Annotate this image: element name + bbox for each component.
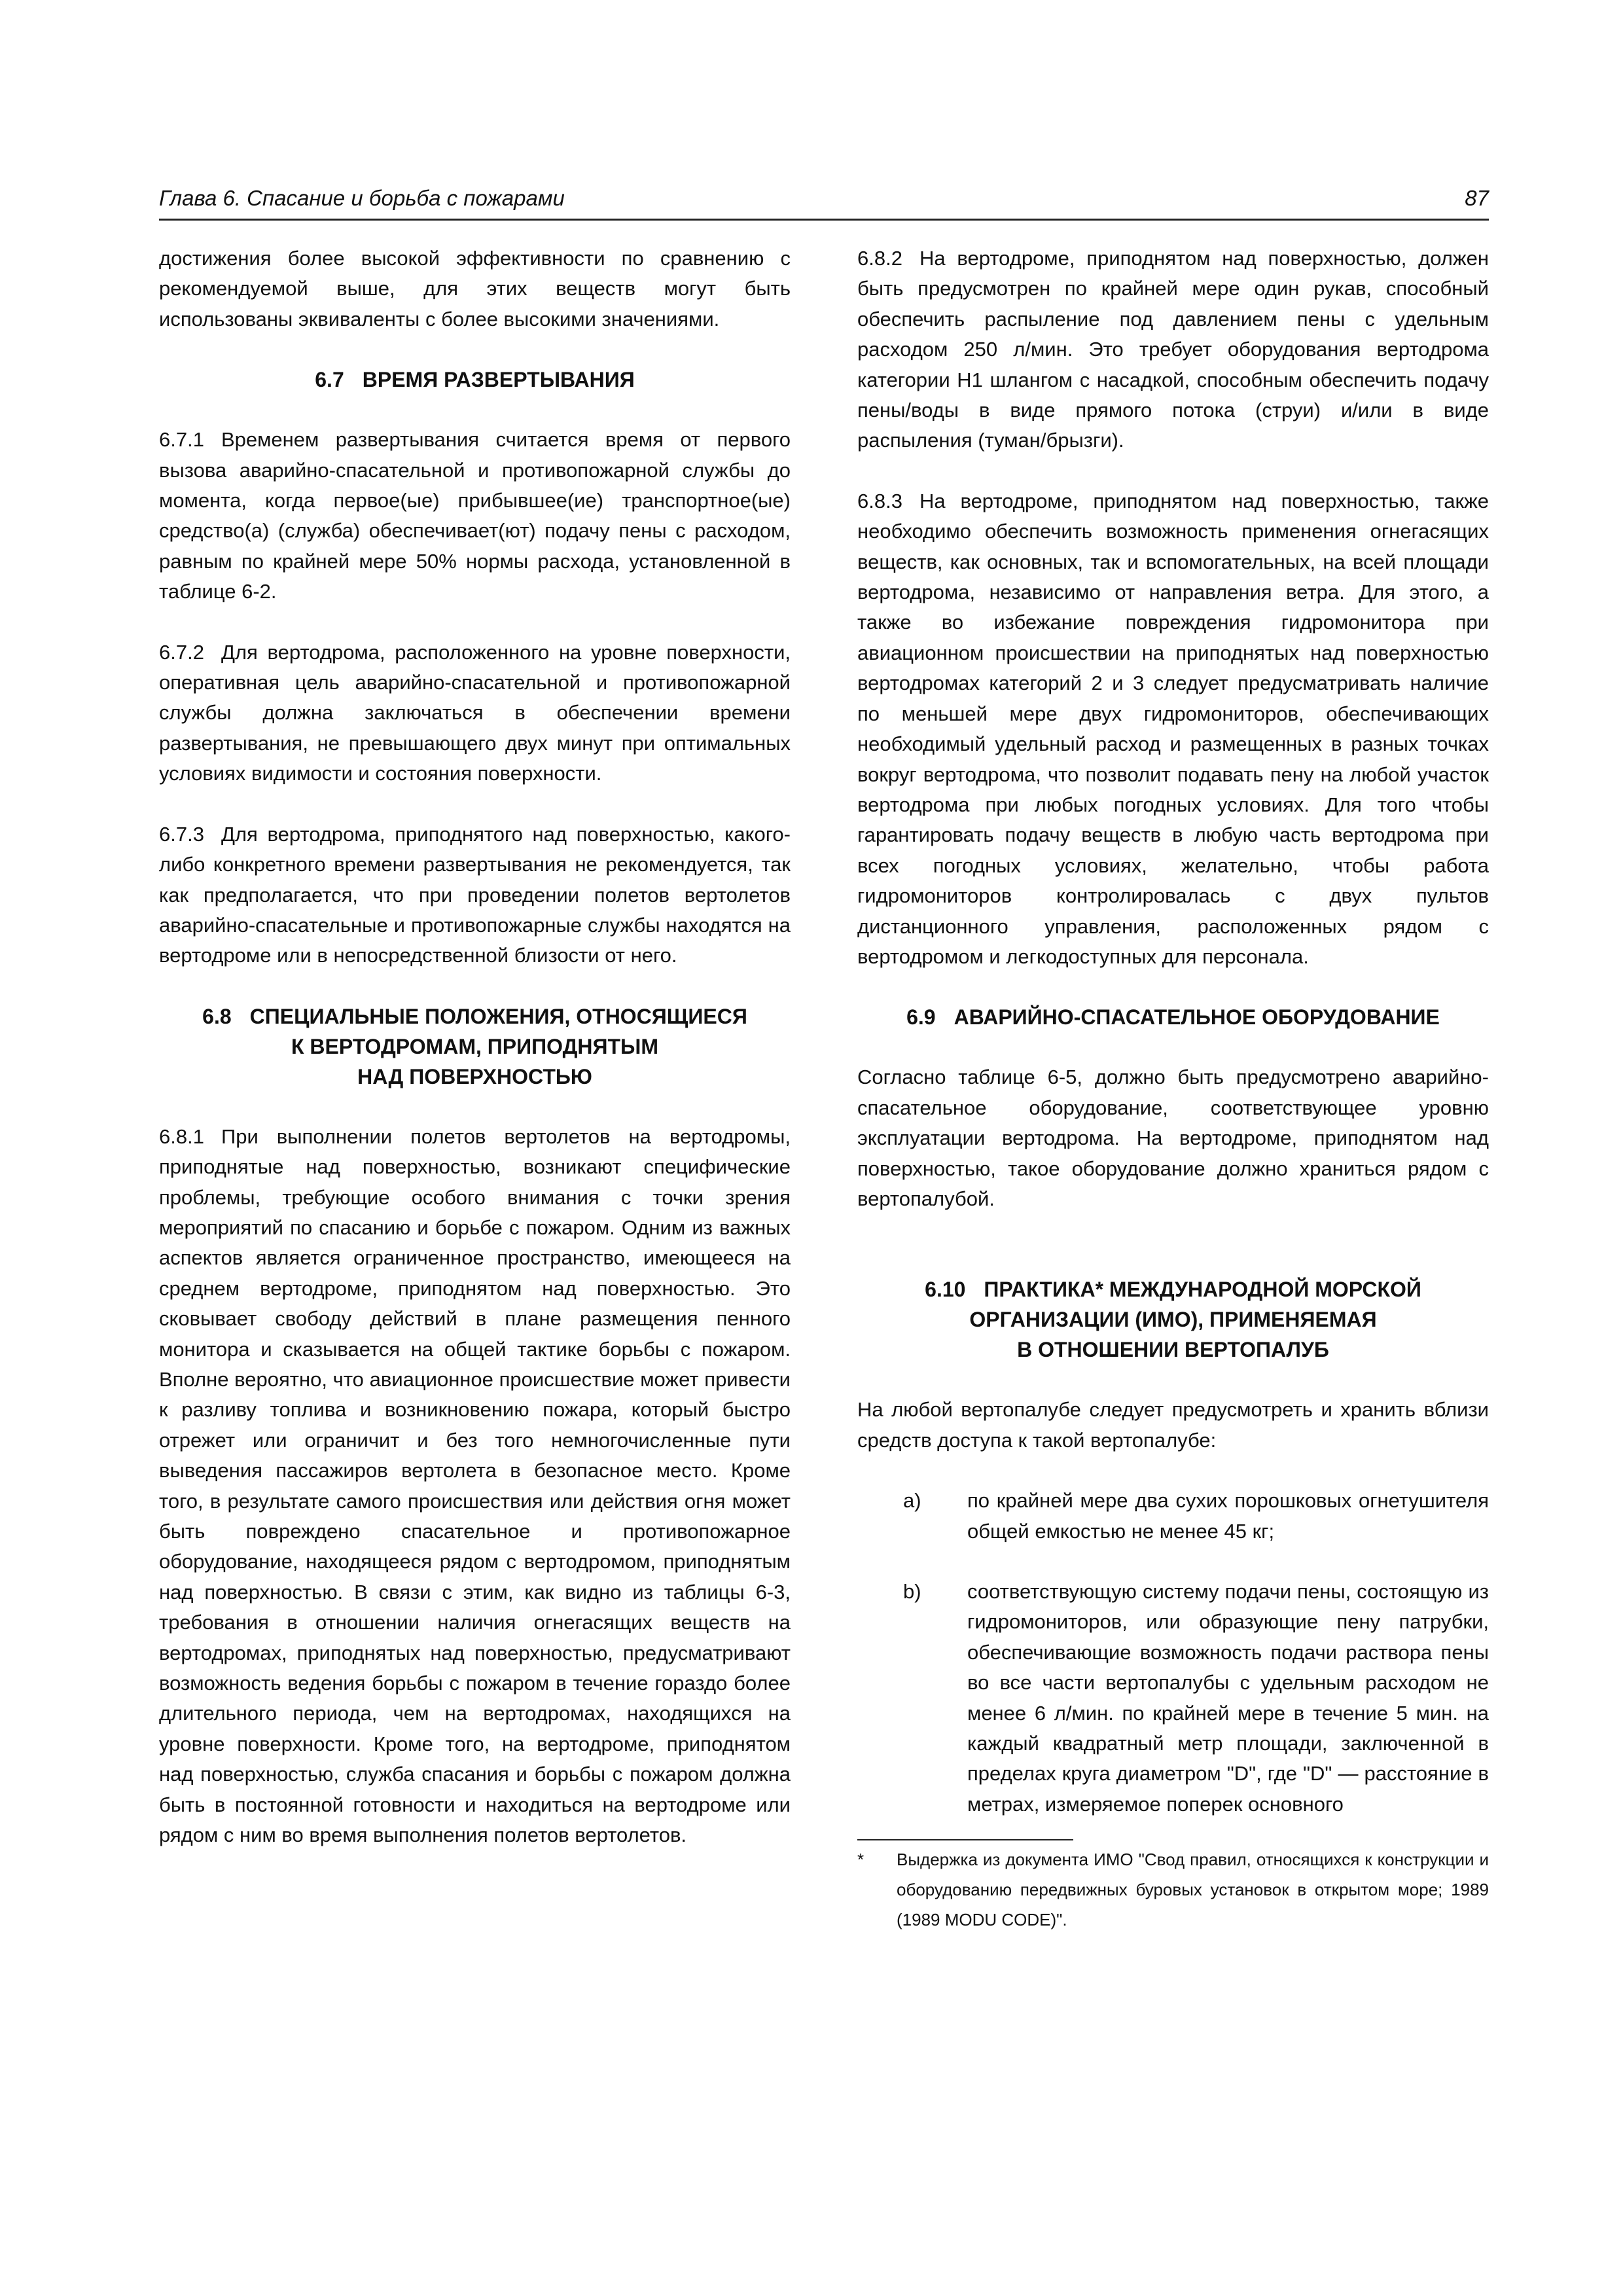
footnote-divider xyxy=(857,1839,1073,1840)
clause-text: На вертодроме, приподнятом над поверхностью, должен быть предусмотрен по крайней мере один рукав, способный обеспечить распыление под давлением пены с удельным расходом 250 л/мин. Это требует оборудования вертодрома категории H1 шлангом с насадкой, способным обеспечить подачу пены/воды в виде прямого потока (струи) и/или в виде распыления (туман/брызги). xyxy=(857,247,1489,452)
footnote-text: Выдержка из документа ИМО "Свод правил, относящихся к конструкции и оборудованию передвижных буровых установок в открытом море; 1989 (1989 MODU CODE)". xyxy=(897,1850,1489,1930)
section-title-line-2: К ВЕРТОДРОМАМ, ПРИПОДНЯТЫМ xyxy=(291,1034,659,1058)
clause-number: 6.7.3 xyxy=(159,822,204,846)
footnote-mark: * xyxy=(857,1850,865,1870)
list-item-label: b) xyxy=(903,1580,921,1603)
clause-text: На вертодроме, приподнятом над поверхностью, также необходимо обеспечить возможность применения огнегасящих веществ, как основных, так и вспомогательных, на всей площади вертодрома, независимо от направления ветра. Для этого, а также во избежание повреждения гидромонитора при авиационном происшествии на приподнятых над поверхностью вертодромах категорий 2 и 3 следует предусматривать наличие по меньшей мере двух гидромониторов, обеспечивающих необходимый удельный расход и размещенных в разных точках вокруг вертодрома, что позволит подавать пену на любой участок вертодрома при любых погодных условиях. Для того чтобы гарантировать подачу веществ в любую часть вертодрома при всех погодных условиях, желательно, чтобы работа гидромониторов контролировалась с двух пультов дистанционного управления, расположенных рядом с вертодромом и легкодоступных для персонала. xyxy=(857,489,1489,968)
section-number: 6.9 xyxy=(906,1005,936,1030)
chapter-title: Глава 6. Спасание и борьба с пожарами xyxy=(159,186,565,210)
paragraph-6-9: Согласно таблице 6-5, должно быть предусмотрено аварийно-спасательное оборудование, соответствующее уровню эксплуатации вертодрома. На вертодроме, приподнятом над поверхностью, такое оборудование должно храниться рядом с вертопалубой. xyxy=(857,1066,1489,1210)
intro-paragraph: достижения более высокой эффективности по сравнению с рекомендуемой выше, для этих веществ могут быть использованы эквиваленты с более высокими значениями. xyxy=(159,247,791,331)
list-item-text: соответствующую систему подачи пены, состоящую из гидромониторов, или образующие пену патрубки, обеспечивающие возможность подачи раствора пены во все части вертопалубы с удельным расходом не менее 6 л/мин. по крайней мере в течение 5 мин. на каждый квадратный метр площади, заключенной в пределах круга диаметром "D", где "D" — расстояние в метрах, измеряемое поперек основного xyxy=(967,1580,1489,1816)
section-title-line-3: НАД ПОВЕРХНОСТЬЮ xyxy=(357,1064,592,1088)
section-6-9-heading xyxy=(857,1002,1489,1032)
list-item-a xyxy=(857,1486,1489,1547)
clause-number: 6.7.2 xyxy=(159,640,204,664)
paragraph-6-7-2 xyxy=(159,637,791,789)
section-title-line-1: ПРАКТИКА* МЕЖДУНАРОДНОЙ МОРСКОЙ xyxy=(984,1278,1421,1302)
paragraph-6-8-1 xyxy=(159,1122,791,1851)
section-6-8-heading xyxy=(159,1001,791,1092)
paragraph-6-7-3 xyxy=(159,819,791,971)
clause-text: Временем развертывания считается время от первого вызова аварийно-спасательной и противопожарной службы до момента, когда первое(ые) прибывшее(ие) транспортное(ые) средство(а) (служба) обеспечивает(ют) подачу пены с расходом, равным по крайней мере 50% нормы расхода, установленной в таблице 6-2. xyxy=(159,428,791,603)
section-title: АВАРИЙНО-СПАСАТЕЛЬНОЕ ОБОРУДОВАНИЕ xyxy=(954,1005,1440,1030)
paragraph-6-8-3 xyxy=(857,486,1489,973)
section-title-line-3: В ОТНОШЕНИИ ВЕРТОПАЛУБ xyxy=(1017,1338,1329,1362)
clause-text: Для вертодрома, приподнятого над поверхностью, какого-либо конкретного времени развертывания не рекомендуется, так как предполагается, что при проведении полетов вертолетов аварийно-спасательные и противопожарные службы находятся на вертодроме или в непосредственной близости от него. xyxy=(159,822,791,967)
clause-text: Для вертодрома, расположенного на уровне поверхности, оперативная цель аварийно-спасательной и противопожарной службы должна заключаться в обеспечении времени развертывания, не превышающего двух минут при оптимальных условиях видимости и состояния поверхности. xyxy=(159,640,791,785)
page-number: 87 xyxy=(1465,186,1489,210)
section-title-line-1: СПЕЦИАЛЬНЫЕ ПОЛОЖЕНИЯ, ОТНОСЯЩИЕСЯ xyxy=(249,1004,747,1028)
section-title-line-2: ОРГАНИЗАЦИИ (ИМО), ПРИМЕНЯЕМАЯ xyxy=(969,1308,1377,1332)
footnote xyxy=(857,1844,1489,1935)
paragraph-6-10: На любой вертопалубе следует предусмотреть и хранить вблизи средств доступа к такой вертопалубе: xyxy=(857,1398,1489,1452)
left-column xyxy=(159,243,791,1850)
page-header xyxy=(159,182,1489,221)
clause-number: 6.7.1 xyxy=(159,428,204,452)
paragraph-6-7-1 xyxy=(159,425,791,607)
section-number: 6.7 xyxy=(315,368,344,392)
clause-number: 6.8.2 xyxy=(857,247,902,270)
list-item-text: по крайней мере два сухих порошковых огнетушителя общей емкостью не менее 45 кг; xyxy=(967,1489,1489,1543)
paragraph-6-8-2 xyxy=(857,243,1489,456)
right-column xyxy=(857,243,1489,1935)
section-6-7-heading xyxy=(159,365,791,395)
list-item-label: a) xyxy=(903,1489,921,1513)
clause-text: При выполнении полетов вертолетов на вертодромы, приподнятые над поверхностью, возникают специфические проблемы, требующие особого внимания с точки зрения мероприятий по спасанию и борьбе с пожаром. Одним из важных аспектов является ограниченное пространство, имеющееся на среднем вертодроме, приподнятом над поверхностью. Это сковывает свободу действий в плане размещения пенного монитора и сказывается на общей тактике борьбы с пожаром. Вполне вероятно, что авиационное происшествие может привести к разливу топлива и возникновению пожара, который быстро отрежет или ограничит и без того немногочисленные пути выведения пассажиров вертолета в безопасное место. Кроме того, в результате самого происшествия или действия огня может быть повреждено спасательное и противопожарное оборудование, находящееся рядом с вертодромом, приподнятым над поверхностью. В связи с этим, как видно из таблицы 6-3, требования в отношении наличия огнегасящих веществ на вертодромах, приподнятых над поверхностью, предусматривают возможность ведения борьбы с пожаром в течение гораздо более длительного периода, чем на вертодромах, находящихся на уровне поверхности. Кроме того, на вертодроме, приподнятом над поверхностью, служба спасания и борьбы с пожаром должна быть в постоянной готовности и находиться на вертодроме или рядом с ним во время выполнения полетов вертолетов. xyxy=(159,1124,791,1847)
section-number: 6.10 xyxy=(925,1278,966,1302)
section-title: ВРЕМЯ РАЗВЕРТЫВАНИЯ xyxy=(362,368,635,392)
list-item-b xyxy=(857,1577,1489,1820)
clause-number: 6.8.3 xyxy=(857,489,902,512)
section-number: 6.8 xyxy=(202,1004,232,1028)
clause-number: 6.8.1 xyxy=(159,1124,204,1148)
section-6-10-heading xyxy=(857,1274,1489,1365)
